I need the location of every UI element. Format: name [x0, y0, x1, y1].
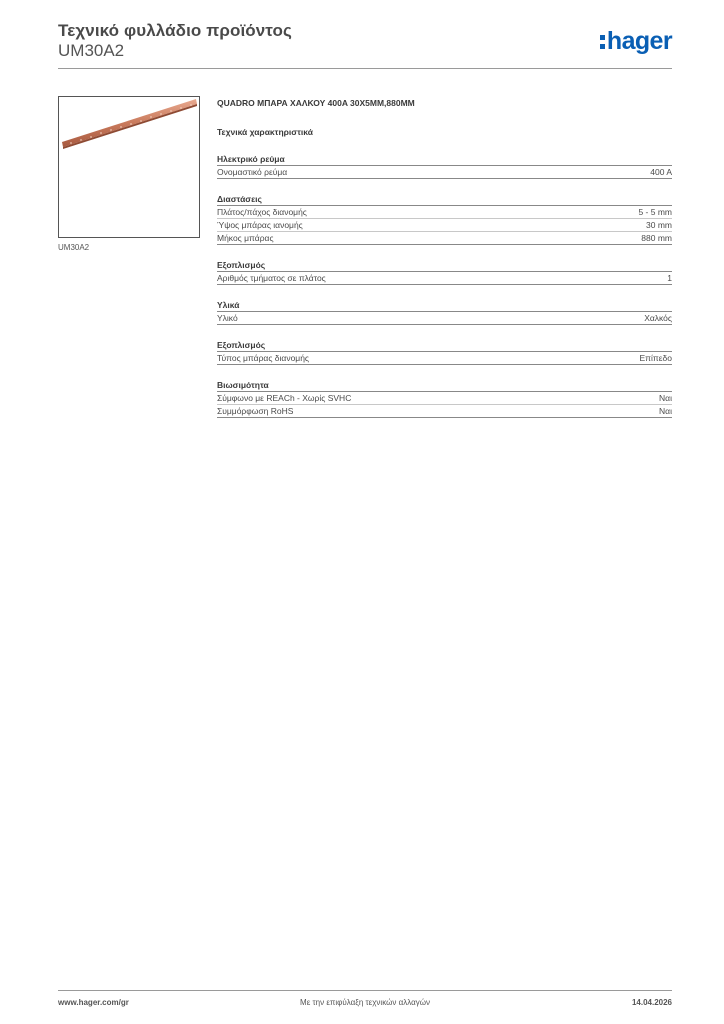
logo-text: hager [606, 27, 672, 55]
spec-label: Σύμφωνο με REACh - Χωρίς SVHC [217, 393, 352, 403]
spec-label: Υλικό [217, 313, 238, 323]
spec-value: 30 mm [646, 220, 672, 230]
footer-date: 14.04.2026 [631, 998, 672, 1007]
spec-groups [217, 153, 672, 418]
spec-value: 1 [667, 273, 672, 283]
spec-group-title: Εξοπλισμός [217, 339, 672, 352]
spec-group-title: Εξοπλισμός [217, 259, 672, 272]
product-code: UM30A2 [58, 41, 125, 60]
spec-value: Ναι [659, 406, 672, 416]
document-title: Τεχνικό φυλλάδιο προϊόντος [58, 21, 292, 40]
spec-group [217, 339, 672, 365]
spec-group [217, 259, 672, 285]
spec-value: 5 - 5 mm [638, 207, 672, 217]
spec-row [217, 405, 672, 418]
spec-group-title: Ηλεκτρικό ρεύμα [217, 153, 672, 166]
page-footer [58, 998, 672, 1010]
spec-group-title: Διαστάσεις [217, 193, 672, 206]
specs-heading: Τεχνικά χαρακτηριστικά [217, 127, 313, 137]
spec-label: Τύπος μπάρας διανομής [217, 353, 310, 363]
spec-label: Ονομαστικό ρεύμα [217, 167, 288, 177]
spec-label: Πλάτος/πάχος διανομής [217, 207, 307, 217]
footer-divider [58, 990, 672, 991]
hager-logo [600, 27, 672, 56]
copper-busbar-image [59, 97, 199, 237]
spec-value: 880 mm [641, 233, 672, 243]
spec-row [217, 206, 672, 219]
spec-row [217, 312, 672, 325]
footer-note: Με την επιφύλαξη τεχνικών αλλαγών [300, 998, 430, 1007]
spec-value: Χαλκός [644, 313, 672, 323]
spec-row [217, 272, 672, 285]
spec-group-title: Βιωσιμότητα [217, 379, 672, 392]
spec-row [217, 392, 672, 405]
spec-content [217, 96, 672, 418]
product-name: QUADRO ΜΠΑΡΑ ΧΑΛΚΟΥ 400A 30X5MM,880MM [217, 98, 415, 108]
spec-label: Ύψος μπάρας ιανομής [217, 220, 303, 230]
header-divider [58, 68, 672, 69]
page-header [58, 20, 672, 70]
spec-value: Ναι [659, 393, 672, 403]
spec-row [217, 219, 672, 232]
image-caption: UM30A2 [58, 243, 90, 252]
spec-label: Συμμόρφωση RoHS [217, 406, 294, 416]
product-image [58, 96, 200, 238]
spec-value: 400 A [650, 167, 672, 177]
spec-label: Αριθμός τμήματος σε πλάτος [217, 273, 326, 283]
spec-group-title: Υλικά [217, 299, 672, 312]
spec-group [217, 299, 672, 325]
spec-row [217, 166, 672, 179]
footer-website[interactable]: www.hager.com/gr [58, 998, 129, 1007]
spec-group [217, 153, 672, 179]
spec-group [217, 379, 672, 418]
spec-label: Μήκος μπάρας [217, 233, 274, 243]
spec-row [217, 232, 672, 245]
spec-group [217, 193, 672, 245]
spec-value: Επίπεδο [639, 353, 672, 363]
spec-row [217, 352, 672, 365]
logo-colon-icon [600, 30, 605, 49]
